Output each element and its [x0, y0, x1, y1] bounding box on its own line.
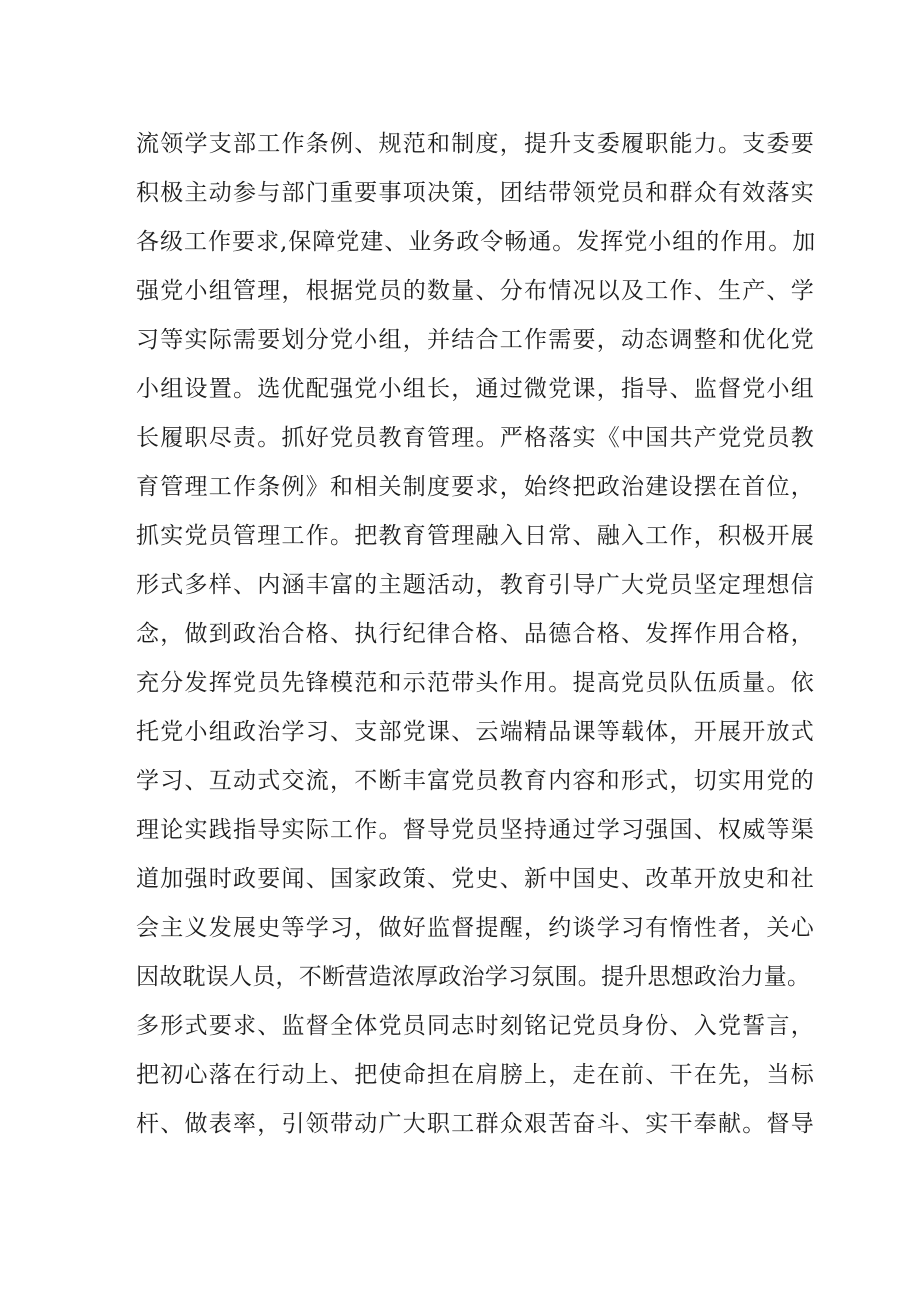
text-line: 把初心落在行动上、把使命担在肩膀上，走在前、干在先，当标	[136, 1062, 815, 1088]
text-line: 托党小组政治学习、支部党课、云端精品课等载体，开展开放式	[136, 719, 815, 745]
text-line: 杆、做表率，引领带动广大职工群众艰苦奋斗、实干奉献。督导	[136, 1111, 815, 1137]
text-line: 多形式要求、监督全体党员同志时刻铭记党员身份、入党誓言，	[136, 1013, 815, 1039]
text-line: 积极主动参与部门重要事项决策，团结带领党员和群众有效落实	[136, 180, 815, 206]
text-line: 因故耽误人员，不断营造浓厚政治学习氛围。提升思想政治力量。	[136, 964, 811, 990]
text-line: 长履职尽责。抓好党员教育管理。严格落实《中国共产党党员教	[136, 425, 815, 451]
text-line: 各级工作要求,保障党建、业务政令畅通。发挥党小组的作用。加	[136, 229, 817, 255]
body-paragraph	[136, 120, 816, 1149]
text-line: 念，做到政治合格、执行纪律合格、品德合格、发挥作用合格，	[136, 621, 815, 647]
text-line: 小组设置。选优配强党小组长，通过微党课，指导、监督党小组	[136, 376, 815, 402]
text-line: 会主义发展史等学习，做好监督提醒，约谈学习有惰性者，关心	[136, 915, 815, 941]
text-line: 道加强时政要闻、国家政策、党史、新中国史、改革开放史和社	[136, 866, 815, 892]
text-line: 充分发挥党员先锋模范和示范带头作用。提高党员队伍质量。依	[136, 670, 815, 696]
text-line: 流领学支部工作条例、规范和制度，提升支委履职能力。支委要	[136, 131, 815, 157]
text-line: 学习、互动式交流，不断丰富党员教育内容和形式，切实用党的	[136, 768, 815, 794]
text-line: 形式多样、内涵丰富的主题活动，教育引导广大党员坚定理想信	[136, 572, 815, 598]
text-line: 抓实党员管理工作。把教育管理融入日常、融入工作，积极开展	[136, 523, 815, 549]
text-line: 习等实际需要划分党小组，并结合工作需要，动态调整和优化党	[136, 327, 815, 353]
text-line: 强党小组管理，根据党员的数量、分布情况以及工作、生产、学	[136, 278, 815, 304]
text-line: 理论实践指导实际工作。督导党员坚持通过学习强国、权威等渠	[136, 817, 815, 843]
text-line: 育管理工作条例》和相关制度要求，始终把政治建设摆在首位，	[136, 474, 815, 500]
